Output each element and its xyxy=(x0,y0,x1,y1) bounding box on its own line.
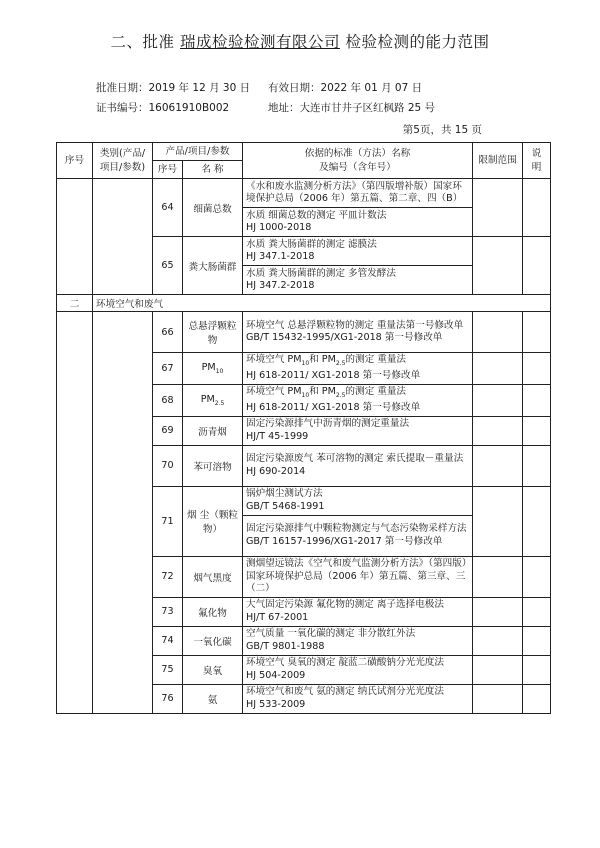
standard-line: HJ 618-2011/ XG1-2018 第一号修改单 xyxy=(246,370,421,382)
standard-line: 水质 粪大肠菌群的测定 多管发酵法 xyxy=(246,267,397,279)
standard-line: 环境空气 臭氧的测定 靛蓝二磺酸钠分光光度法 xyxy=(246,657,444,669)
header-product: 产品/项目/参数 xyxy=(153,143,243,161)
item-name: 一氧化碳 xyxy=(183,626,243,655)
item-name: 臭氧 xyxy=(183,655,243,684)
standard-line: 固定污染源废气 苯可溶物的测定 索氏提取－重量法 xyxy=(246,453,464,465)
standard-text xyxy=(243,655,473,684)
item-name: 沥青烟 xyxy=(183,416,243,445)
standard-line: HJ/T 67-2001 xyxy=(246,611,309,623)
standard-text xyxy=(243,445,473,486)
standard-line: GB/T 9801-1988 xyxy=(246,640,325,652)
title-suffix: 检验检测的能力范围 xyxy=(345,33,490,51)
section-row xyxy=(57,295,551,312)
table-row xyxy=(57,312,551,353)
standard-text xyxy=(243,353,473,385)
header-seq: 序号 xyxy=(57,143,93,179)
std-part: 的测定 重量法 xyxy=(345,354,407,365)
page-info: 第5页，共 15 页 xyxy=(402,124,482,136)
item-name: 氨 xyxy=(183,684,243,713)
standard-line: 固定污染源排气中沥青烟的测定重量法 xyxy=(246,418,410,430)
header-standard xyxy=(243,143,473,179)
standard-line: HJ 533-2009 xyxy=(246,698,306,710)
std-part: 环境空气 PM xyxy=(246,385,302,397)
standard-text xyxy=(243,626,473,655)
table-row xyxy=(57,179,551,208)
item-name: 总悬浮颗粒物 xyxy=(183,312,243,353)
title-org: 瑞成检验检测有限公司 xyxy=(179,33,340,51)
standard-line: HJ 347.2-2018 xyxy=(246,280,315,291)
std-part: 和 PM xyxy=(309,385,336,397)
item-name: 细菌总数 xyxy=(183,179,243,237)
address: 地址：大连市甘井子区红枫路 25 号 xyxy=(268,102,436,114)
capability-table xyxy=(56,142,551,714)
valid-date: 有效日期：2022 年 01 月 07 日 xyxy=(268,82,423,94)
item-no: 75 xyxy=(153,655,183,684)
item-no: 68 xyxy=(153,384,183,416)
title-prefix: 二、批准 xyxy=(110,33,175,51)
standard-text xyxy=(243,416,473,445)
item-no: 73 xyxy=(153,597,183,626)
page-title xyxy=(0,30,600,52)
item-name xyxy=(183,384,243,416)
std-part: 和 PM xyxy=(309,354,336,365)
item-name-main: PM xyxy=(200,393,215,405)
standard-line: 锅炉烟尘测试方法 xyxy=(246,488,323,500)
item-no: 74 xyxy=(153,626,183,655)
header-sub-no: 序号 xyxy=(153,161,183,179)
item-no: 72 xyxy=(153,556,183,597)
standard-line: 固定污染源排气中颗粒物测定与气态污染物采样方法 xyxy=(246,523,467,535)
std-part: 的测定 重量法 xyxy=(345,385,407,397)
std-sub: 2.5 xyxy=(335,391,346,399)
standard-text xyxy=(243,597,473,626)
header-limit: 限制范围 xyxy=(473,143,523,179)
standard-text xyxy=(243,486,473,515)
item-name-main: PM xyxy=(201,362,216,373)
standard-line: GB/T 16157-1996/XG1-2017 第一号修改单 xyxy=(246,535,443,547)
header-standard-line2: 及编号（含年号） xyxy=(319,161,396,173)
standard-text xyxy=(243,208,473,237)
item-name: 烟 尘（颗粒物） xyxy=(183,486,243,556)
item-no: 64 xyxy=(153,179,183,237)
item-no: 66 xyxy=(153,312,183,353)
standard-text xyxy=(243,312,473,353)
item-name-sub: 2.5 xyxy=(214,399,225,407)
item-no: 69 xyxy=(153,416,183,445)
std-sub: 2.5 xyxy=(335,359,346,367)
item-name xyxy=(183,353,243,385)
standard-line: GB/T 5468-1991 xyxy=(246,500,325,512)
standard-line: 环境空气 总悬浮颗粒物的测定 重量法第一号修改单 xyxy=(246,319,464,331)
header-standard-line1: 依据的标准（方法）名称 xyxy=(304,147,411,159)
item-name-sub: 10 xyxy=(215,367,224,375)
header-note: 说 明 xyxy=(523,143,551,179)
standard-line: HJ 504-2009 xyxy=(246,669,306,681)
standard-line: 空气质量 一氧化碳的测定 非分散红外法 xyxy=(246,628,416,640)
standard-line xyxy=(246,354,469,370)
standard-line: HJ 690-2014 xyxy=(246,465,306,477)
std-part: 环境空气 PM xyxy=(246,354,302,365)
header-sub-name: 名 称 xyxy=(183,161,243,179)
standard-text: 测烟望远镜法《空气和废气监测分析方法》（第四版）国家环境保护总局（2006 年）第五篇、第三章、三（二） xyxy=(243,556,473,597)
item-name: 粪大肠菌群 xyxy=(183,237,243,295)
standard-text xyxy=(243,266,473,295)
item-no: 70 xyxy=(153,445,183,486)
standard-line: 水质 细菌总数的测定 平皿计数法 xyxy=(246,209,387,221)
section-label: 环境空气和废气 xyxy=(93,295,551,312)
standard-line: HJ 1000-2018 xyxy=(246,222,312,233)
standard-line: HJ/T 45-1999 xyxy=(246,430,309,442)
std-sub: 10 xyxy=(301,359,310,367)
item-no: 67 xyxy=(153,353,183,385)
item-no: 76 xyxy=(153,684,183,713)
item-no: 71 xyxy=(153,486,183,556)
standard-text xyxy=(243,384,473,416)
standard-line: HJ 347.1-2018 xyxy=(246,251,315,262)
standard-text xyxy=(243,237,473,266)
standard-text: 《水和废水监测分析方法》（第四版增补版）国家环境保护总局（2006 年）第五篇、第二章、四（B） xyxy=(243,179,473,208)
item-name: 烟气黑度 xyxy=(183,556,243,597)
standard-line: 环境空气和废气 氨的测定 纳氏试剂分光光度法 xyxy=(246,686,444,698)
section-seq: 二 xyxy=(57,295,93,312)
approval-date: 批准日期：2019 年 12 月 30 日 xyxy=(96,82,251,94)
item-no: 65 xyxy=(153,237,183,295)
standard-line: 大气固定污染源 氟化物的测定 离子选择电极法 xyxy=(246,599,444,611)
cert-number: 证书编号：16061910B002 xyxy=(96,102,230,114)
std-sub: 10 xyxy=(301,391,310,399)
standard-line xyxy=(246,386,469,402)
standard-line: GB/T 15432-1995/XG1-2018 第一号修改单 xyxy=(246,332,443,343)
standard-line: HJ 618-2011/ XG1-2018 第一号修改单 xyxy=(246,402,421,414)
item-name: 氟化物 xyxy=(183,597,243,626)
standard-line: 水质 粪大肠菌群的测定 滤膜法 xyxy=(246,238,377,250)
standard-text xyxy=(243,515,473,556)
item-name: 苯可溶物 xyxy=(183,445,243,486)
header-category: 类别(产品/项目/参数) xyxy=(93,143,153,179)
standard-text xyxy=(243,684,473,713)
